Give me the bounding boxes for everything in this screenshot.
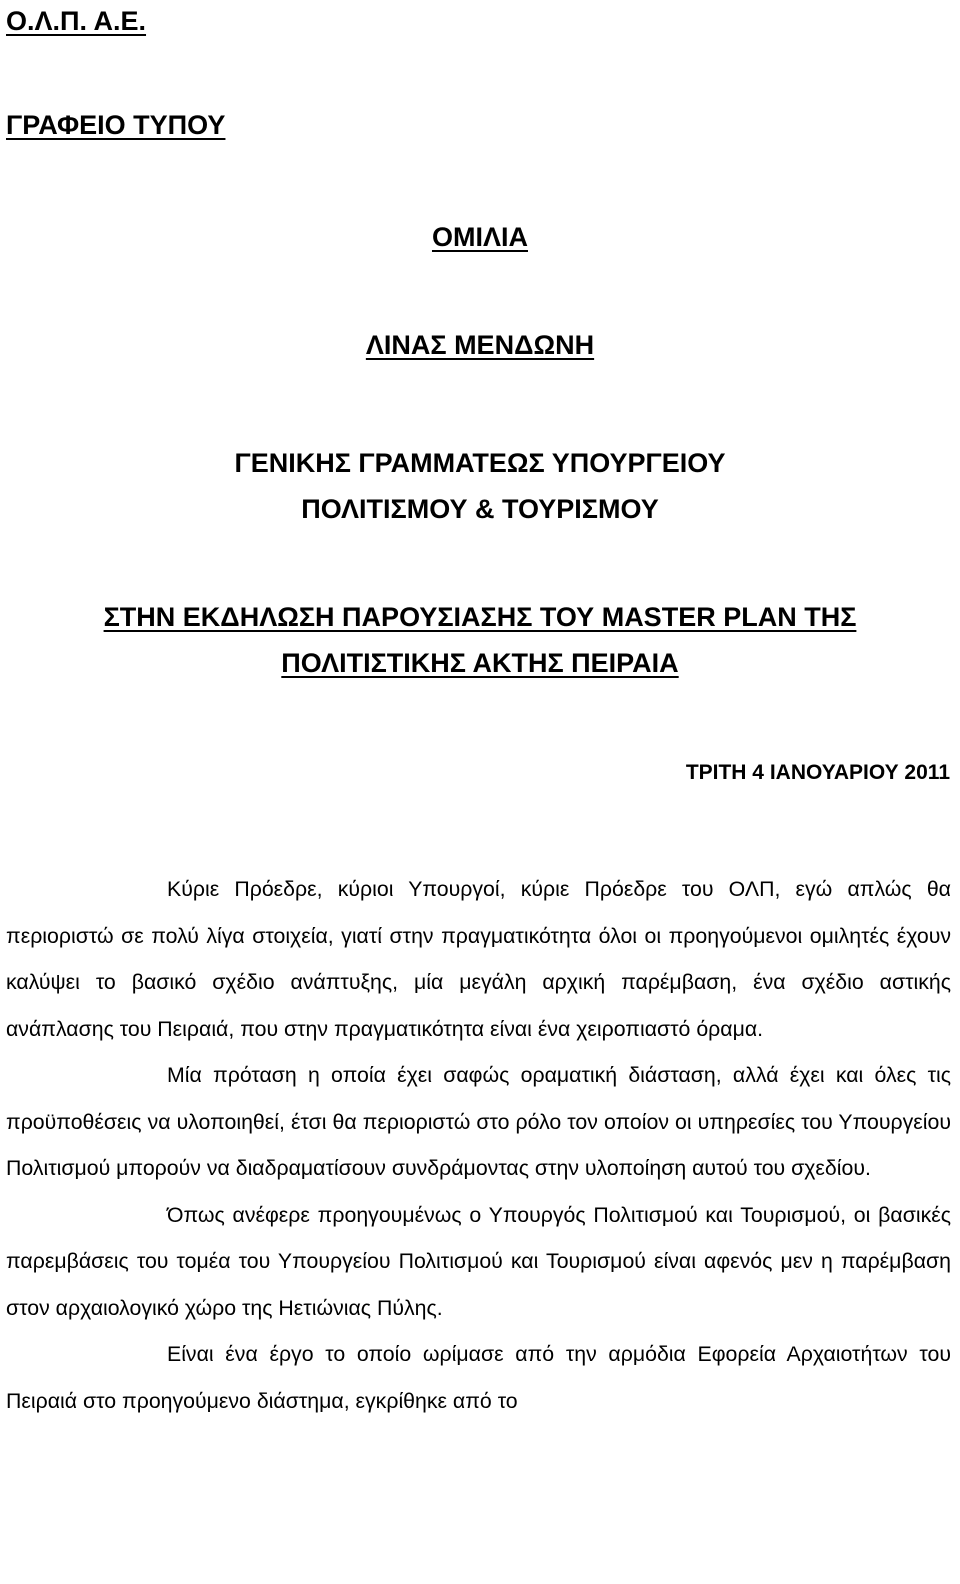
speech-date: ΤΡΙΤΗ 4 ΙΑΝΟΥΑΡΙΟΥ 2011 [685, 761, 950, 784]
event-title-line-1: ΣΤΗΝ ΕΚΔΗΛΩΣΗ ΠΑΡΟΥΣΙΑΣΗΣ ΤΟΥ MASTER PLAN ΤΗΣ [103, 602, 857, 632]
event-title-line-2: ΠΟΛΙΤΙΣΤΙΚΗΣ ΑΚΤΗΣ ΠΕΙΡΑΙΑ [281, 648, 679, 678]
body-paragraph-3: Όπως ανέφερε προηγουμένως ο Υπουργός Πολιτισμού και Τουρισμού, οι βασικές παρεμβάσεις του τομέα του Υπουργείου Πολιτισμού και Τουρισμού είναι αφενός μεν η παρέμβαση στον αρχαιολογικό χώρο της Ηετιώνιας Πύλης. [6, 1202, 951, 1320]
event-title [0, 594, 960, 686]
speaker-position [0, 440, 960, 532]
body-paragraph-1: Κύριε Πρόεδρε, κύριοι Υπουργοί, κύριε Πρόεδρε του ΟΛΠ, εγώ απλώς θα περιοριστώ σε πολύ λίγα στοιχεία, γιατί στην πραγματικότητα όλοι οι προηγούμενοι ομιλητές έχουν καλύψει το βασικό σχέδιο ανάπτυξης, μία μεγάλη αρχική παρέμβαση, ένα σχέδιο αστικής ανάπλασης του Πειραιά, που στην πραγματικότητα είναι ένα χειροπιαστό όραμα. [6, 877, 951, 1041]
organization-name: Ο.Λ.Π. Α.Ε. [6, 6, 147, 36]
press-office-heading: ΓΡΑΦΕΙΟ ΤΥΠΟΥ [6, 110, 226, 140]
speaker-position-line-1: ΓΕΝΙΚΗΣ ΓΡΑΜΜΑΤΕΩΣ ΥΠΟΥΡΓΕΙΟΥ [234, 448, 726, 478]
body-paragraph-4: Είναι ένα έργο το οποίο ωρίμασε από την αρμόδια Εφορεία Αρχαιοτήτων του Πειραιά στο προηγούμενο διάστημα, εγκρίθηκε από το [6, 1342, 951, 1413]
speaker-position-line-2: ΠΟΛΙΤΙΣΜΟΥ & ΤΟΥΡΙΣΜΟΥ [301, 494, 659, 524]
speaker-name: ΛΙΝΑΣ ΜΕΝΔΩΝΗ [365, 330, 595, 360]
speech-title: ΟΜΙΛΙΑ [431, 222, 528, 252]
speech-body [6, 866, 951, 1424]
body-paragraph-2: Μία πρόταση η οποία έχει σαφώς οραματική διάσταση, αλλά έχει και όλες τις προϋποθέσεις να υλοποιηθεί, έτσι θα περιοριστώ στο ρόλο τον οποίον οι υπηρεσίες του Υπουργείου Πολιτισμού μπορούν να διαδραματίσουν συνδράμοντας στην υλοποίηση αυτού του σχεδίου. [6, 1063, 951, 1180]
